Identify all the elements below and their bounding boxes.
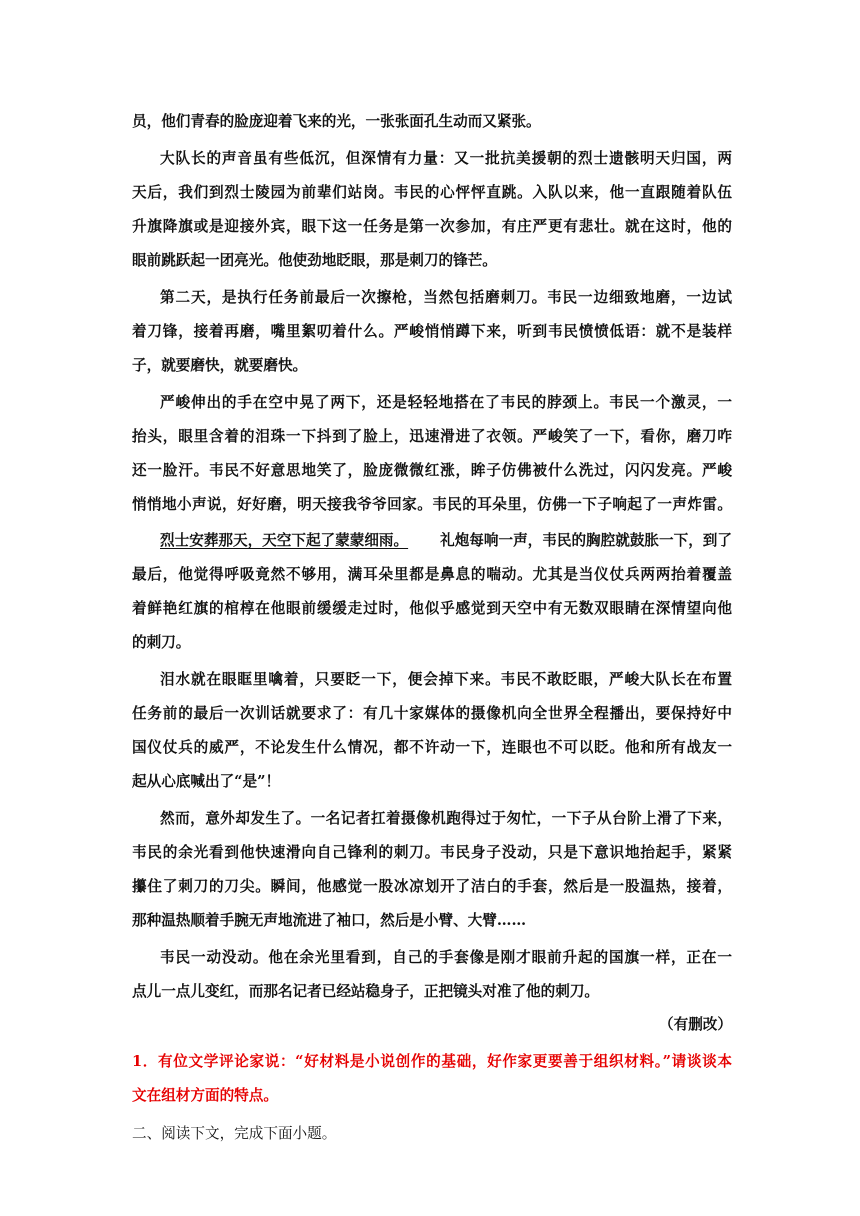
section-heading: 二、阅读下文，完成下面小题。 — [132, 1125, 337, 1142]
paragraph-6-line-1: 然而，意外却发生了。一名记者扛着摄像机跑得过于匆忙，一下子从台阶上滑了下来， — [160, 810, 732, 827]
paragraph-0-line-1: 员，他们青春的脸庞迎着飞来的光，一张张面孔生动而又紧张。 — [132, 113, 541, 130]
source-note: （有删改） — [659, 1016, 732, 1033]
paragraph-3-line-4: 悄悄地小声说，好好磨，明天接我爷爷回家。韦民的耳朵里，仿佛一下子响起了一声炸雷。 — [132, 496, 732, 513]
paragraph-5-line-3: 国仪仗兵的威严，不论发生什么情况，都不许动一下，连眼也不可以眨。他和所有战友一 — [132, 739, 732, 756]
paragraph-5-line-2: 任务前的最后一次训话就要求了：有几十家媒体的摄像机向全世界全程播出，要保持好中 — [132, 705, 732, 722]
paragraph-2-line-2: 着刀锋，接着再磨，嘴里絮叨着什么。严峻悄悄蹲下来，听到韦民愤愤低语：就不是装样 — [132, 323, 732, 340]
underlined-sentence: 烈士安葬那天，天空下起了蒙蒙细雨。 — [160, 532, 409, 549]
paragraph-2-line-1: 第二天，是执行任务前最后一次擦枪，当然包括磨刺刀。韦民一边细致地磨，一边试 — [160, 289, 732, 306]
paragraph-7-line-1: 韦民一动没动。他在余光里看到，自己的手套像是刚才眼前升起的国旗一样，正在一 — [160, 949, 732, 966]
paragraph-1-line-4: 眼前跳跃起一团亮光。他使劲地眨眼，那是刺刀的锋芒。 — [132, 252, 497, 269]
paragraph-6-line-3: 攥住了刺刀的刀尖。瞬间，他感觉一股冰凉划开了洁白的手套，然后是一股温热，接着， — [132, 878, 732, 895]
paragraph-6-line-2: 韦民的余光看到他快速滑向自己锋利的刺刀。韦民身子没动，只是下意识地抬起手，紧紧 — [132, 844, 732, 861]
question-1-line-2: 文在组材方面的特点。 — [132, 1087, 278, 1104]
paragraph-4-line-3: 着鲜艳红旗的棺椁在他眼前缓缓走过时，他似乎感觉到天空中有无数双眼睛在深情望向他 — [132, 600, 732, 617]
paragraph-5-line-1: 泪水就在眼眶里噙着，只要眨一下，便会掉下来。韦民不敢眨眼，严峻大队长在布置 — [160, 671, 732, 688]
paragraph-7-line-2: 点儿一点儿变红，而那名记者已经站稳身子，正把镜头对准了他的刺刀。 — [132, 983, 600, 1000]
paragraph-4-line-4: 的刺刀。 — [132, 634, 191, 651]
paragraph-1-line-3: 升旗降旗或是迎接外宾，眼下这一任务是第一次参加，有庄严更有悲壮。就在这时，他的 — [132, 218, 732, 235]
paragraph-3-line-2: 抬头，眼里含着的泪珠一下抖到了脸上，迅速滑进了衣领。严峻笑了一下，看你，磨刀咋 — [132, 428, 732, 445]
paragraph-3-line-1: 严峻伸出的手在空中晃了两下，还是轻轻地搭在了韦民的脖颈上。韦民一个激灵，一 — [160, 394, 732, 411]
question-1-line-1: 1．有位文学评论家说：“好材料是小说创作的基础，好作家更要善于组织材料。”请谈谈本 — [132, 1053, 732, 1070]
paragraph-1-line-1: 大队长的声音虽有些低沉，但深情有力量：又一批抗美援朝的烈士遗骸明天归国，两 — [160, 150, 732, 167]
paragraph-4-line-2: 最后，他觉得呼吸竟然不够用，满耳朵里都是鼻息的喘动。尤其是当仪仗兵两两抬着覆盖 — [132, 566, 732, 583]
paragraph-4-line-1 — [160, 531, 732, 551]
paragraph-3-line-3: 还一脸汗。韦民不好意思地笑了，脸庞微微红涨，眸子仿佛被什么洗过，闪闪发亮。严峻 — [132, 462, 732, 479]
paragraph-5-line-4: 起从心底喊出了“是”！ — [132, 773, 281, 790]
paragraph-6-line-4: 那种温热顺着手腕无声地流进了袖口，然后是小臂、大臂…… — [132, 912, 527, 929]
paragraph-2-line-3: 子，就要磨快，就要磨快。 — [132, 357, 308, 374]
paragraph-1-line-2: 天后，我们到烈士陵园为前辈们站岗。韦民的心怦怦直跳。入队以来，他一直跟随着队伍 — [132, 184, 732, 201]
paragraph-4-line-1-rest: 礼炮每响一声，韦民的胸腔就鼓胀一下，到了 — [440, 532, 732, 549]
